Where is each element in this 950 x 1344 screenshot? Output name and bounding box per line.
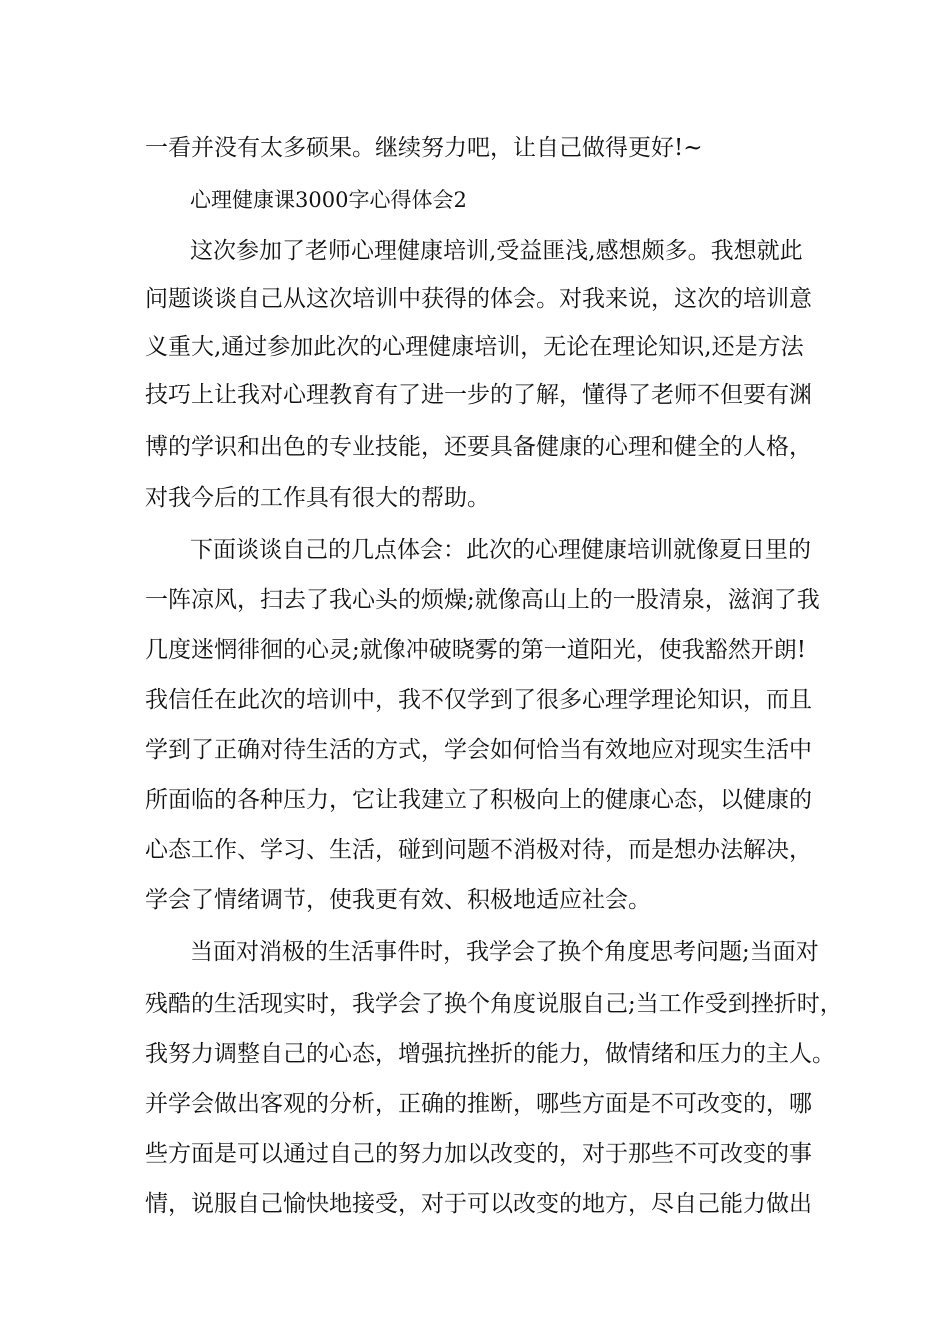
paragraph-line: 一阵凉风，扫去了我心头的烦燥;就像高山上的一股清泉，滋润了我	[145, 587, 820, 613]
paragraph-line: 义重大,通过参加此次的心理健康培训，无论在理论知识,还是方法	[145, 334, 804, 360]
paragraph-line: 我信任在此次的培训中，我不仅学到了很多心理学理论知识，而且	[145, 687, 812, 713]
paragraph-line: 技巧上让我对心理教育有了进一步的了解，懂得了老师不但要有渊	[145, 382, 812, 408]
intro-line: 一看并没有太多硕果。继续努力吧，让自己做得更好!~	[145, 135, 703, 161]
paragraph-line: 当面对消极的生活事件时，我学会了换个角度思考问题;当面对	[190, 939, 819, 965]
paragraph-line: 这次参加了老师心理健康培训,受益匪浅,感想颇多。我想就此	[190, 238, 803, 264]
paragraph-line: 学会了情绪调节，使我更有效、积极地适应社会。	[145, 887, 651, 913]
paragraph-line: 博的学识和出色的专业技能，还要具备健康的心理和健全的人格，	[145, 434, 812, 460]
paragraph-line: 问题谈谈自己从这次培训中获得的体会。对我来说，这次的培训意	[145, 286, 812, 312]
paragraph-line: 所面临的各种压力，它让我建立了积极向上的健康心态，以健康的	[145, 787, 812, 813]
paragraph-line: 我努力调整自己的心态，增强抗挫折的能力，做情绪和压力的主人。	[145, 1041, 835, 1067]
paragraph-line: 下面谈谈自己的几点体会：此次的心理健康培训就像夏日里的	[190, 537, 811, 563]
paragraph-line: 对我今后的工作具有很大的帮助。	[145, 485, 490, 511]
paragraph-line: 心态工作、学习、生活，碰到问题不消极对待，而是想办法解决，	[145, 837, 812, 863]
paragraph-line: 些方面是可以通过自己的努力加以改变的，对于那些不可改变的事	[145, 1141, 812, 1167]
paragraph-line: 并学会做出客观的分析，正确的推断，哪些方面是不可改变的，哪	[145, 1091, 812, 1117]
paragraph-line: 几度迷惘徘徊的心灵;就像冲破晓雾的第一道阳光，使我豁然开朗!	[145, 637, 806, 663]
section-title: 心理健康课3000字心得体会2	[190, 188, 467, 212]
paragraph-line: 学到了正确对待生活的方式，学会如何恰当有效地应对现实生活中	[145, 737, 812, 763]
paragraph-line: 情，说服自己愉快地接受，对于可以改变的地方，尽自己能力做出	[145, 1191, 812, 1217]
paragraph-line: 残酷的生活现实时，我学会了换个角度说服自己;当工作受到挫折时，	[145, 991, 843, 1017]
